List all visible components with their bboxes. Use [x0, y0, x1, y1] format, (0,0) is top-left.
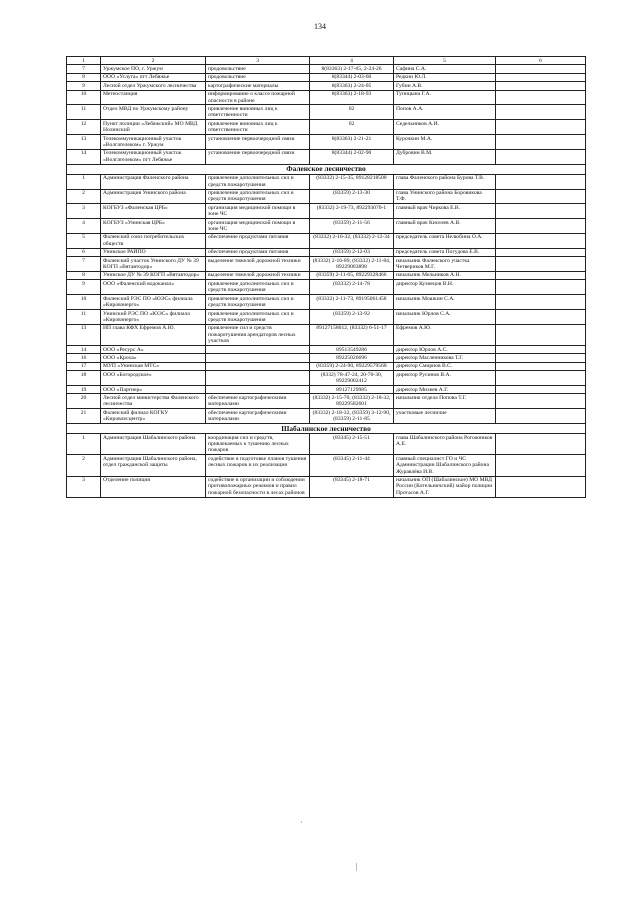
cell-phone: 8(83363) 2-17-65, 2-24-26 — [310, 65, 394, 73]
cell-func: продовольствие — [206, 65, 310, 73]
cell-note — [496, 90, 586, 105]
cell-n: 1 — [67, 434, 101, 455]
cell-note — [496, 257, 586, 272]
table-row — [67, 149, 586, 164]
cell-func: привлечение дополнительных сил и средств пожаротушения — [206, 295, 310, 310]
cell-org: Администрация Шабалинского района — [101, 434, 206, 455]
cell-n: 17 — [67, 362, 101, 370]
cell-n: 3 — [67, 204, 101, 219]
cell-person: начальник ОП (Шабалинское) МО МВД России (Котельничский) майор полиции Протасов А.Г. — [394, 476, 496, 497]
contacts-table — [66, 56, 586, 498]
column-header: 5 — [394, 57, 496, 65]
cell-person: глава Шабалинского района Рогожников А.Е. — [394, 434, 496, 455]
cell-person: Курочкин М.А. — [394, 135, 496, 150]
cell-note — [496, 362, 586, 370]
cell-func: привлечение виновных лиц к ответственности — [206, 105, 310, 120]
cell-func — [206, 362, 310, 370]
cell-org: ООО «Партнер» — [101, 386, 206, 394]
cell-person: главный специалист ГО и ЧС Администрации Шабалинского района Журавлёва И.В. — [394, 455, 496, 476]
table-row — [67, 65, 586, 73]
cell-person: начальник Фаленского участка Четвериков М.Г. — [394, 257, 496, 272]
cell-n: 4 — [67, 219, 101, 234]
cell-org: КОГБУЗ «Унинская ЦРБ» — [101, 219, 206, 234]
cell-func — [206, 354, 310, 362]
cell-note — [496, 455, 586, 476]
cell-func: привлечение дополнительных сил и средств пожаротушения — [206, 280, 310, 295]
cell-n: 14 — [67, 149, 101, 164]
cell-person: начальник Мошкин С.А. — [394, 295, 496, 310]
cell-person: Сафина С.А. — [394, 65, 496, 73]
cell-person: главный врач Чиркова Е.В. — [394, 204, 496, 219]
table-row — [67, 386, 586, 394]
table-row — [67, 271, 586, 279]
table-row — [67, 189, 586, 204]
cell-org: МУП «Унинская МТС» — [101, 362, 206, 370]
cell-note — [496, 105, 586, 120]
cell-org: Отдел МВД по Уржумскому району — [101, 105, 206, 120]
cell-phone: (83345) 2-15-51 — [310, 434, 394, 455]
table-row — [67, 310, 586, 325]
cell-n: 10 — [67, 295, 101, 310]
cell-phone: (83332) 2-15-70, (83332) 2-18-32, 89229582601 — [310, 394, 394, 409]
cell-person: Редкин Ю.Л. — [394, 73, 496, 81]
cell-person: директор Михеев А.Г. — [394, 386, 496, 394]
section-title: Шабалинское лесничество — [67, 424, 586, 434]
table-row — [67, 204, 586, 219]
table-row — [67, 120, 586, 135]
cell-phone: (83359) 2-13-30 — [310, 189, 394, 204]
cell-func: установление первоочередной связи — [206, 135, 310, 150]
cell-phone: (83332) 2-15-35, 89128218508 — [310, 174, 394, 189]
cell-func: обеспечение картографическими материалами — [206, 409, 310, 424]
cell-n: 21 — [67, 409, 101, 424]
cell-note — [496, 65, 586, 73]
cell-phone: (83332) 2-19-73, 892293070-1 — [310, 204, 394, 219]
cell-n: 13 — [67, 135, 101, 150]
cell-org: ООО «Услуга» пгт Лебяжье — [101, 73, 206, 81]
cell-org: КОГБУЗ «Фаленская ЦРБ» — [101, 204, 206, 219]
column-header: 3 — [206, 57, 310, 65]
cell-func: установление первоочередной связи — [206, 149, 310, 164]
cell-n: 11 — [67, 105, 101, 120]
cell-n: 7 — [67, 257, 101, 272]
cell-org: ИП глава КФХ Ефремов А.Ю. — [101, 324, 206, 345]
table-row — [67, 233, 586, 248]
cell-note — [496, 476, 586, 497]
cell-note — [496, 324, 586, 345]
cell-func: обеспечение продуктами питания — [206, 233, 310, 248]
cell-note — [496, 120, 586, 135]
table-row — [67, 476, 586, 497]
cell-person: председатель совета Погудова Е.В. — [394, 248, 496, 256]
cell-phone: 89127129985 — [310, 386, 394, 394]
section-title: Фаленское лесничество — [67, 164, 586, 174]
cell-n: 3 — [67, 476, 101, 497]
cell-func — [206, 386, 310, 394]
cell-org: Фаленский союз потребительских обществ — [101, 233, 206, 248]
cell-phone: 89513549286 — [310, 346, 394, 354]
cell-note — [496, 149, 586, 164]
cell-func: привлечение дополнительных сил и средств пожаротушения — [206, 310, 310, 325]
cell-phone: (83359) 2-13-92 — [310, 310, 394, 325]
cell-person: председатель совета Нелюбина О.А. — [394, 233, 496, 248]
cell-n: 19 — [67, 386, 101, 394]
table-row — [67, 257, 586, 272]
cell-phone: (83332) 2-14-78 — [310, 280, 394, 295]
cell-org: Лесной отдел Уржумского лесничества — [101, 82, 206, 90]
cell-n: 11 — [67, 310, 101, 325]
cell-note — [496, 219, 586, 234]
cell-person: начальник Юрлов С.А. — [394, 310, 496, 325]
cell-n: 20 — [67, 394, 101, 409]
cell-note — [496, 271, 586, 279]
cell-note — [496, 174, 586, 189]
cell-n: 2 — [67, 455, 101, 476]
cell-note — [496, 409, 586, 424]
cell-person: начальник Мельников А.Н. — [394, 271, 496, 279]
cell-org: Унинское ДУ № 39 КОГП «Вятавтодор» — [101, 271, 206, 279]
cell-org: Администрация Фаленского района — [101, 174, 206, 189]
cell-n: 12 — [67, 120, 101, 135]
cell-person: Дубровин В.М. — [394, 149, 496, 164]
cell-phone: (83359) 2-12-03 — [310, 248, 394, 256]
cell-phone: 89225026696 — [310, 354, 394, 362]
column-number-row — [67, 57, 586, 65]
cell-note — [496, 371, 586, 386]
cell-phone: (83332) 2-18-32, (83359) 3-12-90, (83359) 2-11-85 — [310, 409, 394, 424]
table-row — [67, 324, 586, 345]
cell-func: информирование о классе пожарной опасности в районе — [206, 90, 310, 105]
cell-func — [206, 371, 310, 386]
cell-org: Уржумское ПО, г. Уржум — [101, 65, 206, 73]
cell-person: директор Юрлов А.С. — [394, 346, 496, 354]
cell-n: 16 — [67, 354, 101, 362]
cell-org: ООО «Фаленский водоканал» — [101, 280, 206, 295]
cell-person: директор Смирнов В.С. — [394, 362, 496, 370]
cell-phone: 8(83344) 2-02-90 — [310, 149, 394, 164]
cell-func: обеспечение продуктами питания — [206, 248, 310, 256]
cell-person: Губин А.В. — [394, 82, 496, 90]
cell-phone: (83359) 2-11-56 — [310, 219, 394, 234]
cell-org: Пункт полиции «Лебяжский» МО МВД Нолинский — [101, 120, 206, 135]
cell-func: обеспечение картографическими материалами — [206, 394, 310, 409]
table-row — [67, 295, 586, 310]
cell-person: директор Русинов В.А. — [394, 371, 496, 386]
cell-n: 9 — [67, 280, 101, 295]
cell-n: 6 — [67, 248, 101, 256]
cell-person: Тупицына Г.А. — [394, 90, 496, 105]
scan-mark: · — [300, 818, 303, 827]
cell-note — [496, 280, 586, 295]
column-header: 6 — [496, 57, 586, 65]
cell-org: Фаленский участок Унинского ДУ № 39 КОГП «Вятавтодор» — [101, 257, 206, 272]
cell-func: выделение тяжелой дорожной техники — [206, 271, 310, 279]
cell-org: Телекоммуникационный участок «Волгателеком» г. Уржум — [101, 135, 206, 150]
cell-func: привлечение дополнительных сил и средств пожаротушения — [206, 174, 310, 189]
cell-phone: 8(83363) 2-18-93 — [310, 90, 394, 105]
table-row — [67, 434, 586, 455]
cell-phone: 02 — [310, 105, 394, 120]
table-row — [67, 174, 586, 189]
cell-n: 18 — [67, 371, 101, 386]
table-row — [67, 455, 586, 476]
cell-org: Администрация Унинского района — [101, 189, 206, 204]
cell-n: 8 — [67, 73, 101, 81]
cell-note — [496, 434, 586, 455]
cell-n: 8 — [67, 271, 101, 279]
cell-phone: (83345) 2-18-71 — [310, 476, 394, 497]
cell-person: Седельников А.И. — [394, 120, 496, 135]
scan-mark: | — [356, 862, 358, 871]
cell-phone: (83359) 2-24-90, 89229579568 — [310, 362, 394, 370]
section-header-row — [67, 164, 586, 174]
cell-org: Отделение полиции — [101, 476, 206, 497]
table-row — [67, 280, 586, 295]
cell-n: 5 — [67, 233, 101, 248]
table-row — [67, 73, 586, 81]
cell-org: ООО «Ресурс А» — [101, 346, 206, 354]
cell-note — [496, 204, 586, 219]
cell-n: 10 — [67, 90, 101, 105]
cell-person: Попов А.А. — [394, 105, 496, 120]
table-row — [67, 135, 586, 150]
cell-org: ООО «Кроха» — [101, 354, 206, 362]
column-header: 4 — [310, 57, 394, 65]
cell-n: 1 — [67, 174, 101, 189]
cell-func: организация медицинской помощи в зоне ЧС — [206, 219, 310, 234]
cell-func: содействие в подготовке планов тушения лесных пожаров и их реализация — [206, 455, 310, 476]
cell-n: 13 — [67, 324, 101, 345]
cell-org: Фаленский РЭС ПО «ЮЭС» филиала «Кировэнерго» — [101, 295, 206, 310]
cell-person: участковые лесничие — [394, 409, 496, 424]
cell-org: Лесной отдел министерства Фаленского лесничества — [101, 394, 206, 409]
cell-phone: (83332) 2-11-73, 89195061458 — [310, 295, 394, 310]
cell-person: глава Унинского района Боровикова Т.Ф. — [394, 189, 496, 204]
cell-func: выделение тяжелой дорожной техники — [206, 257, 310, 272]
cell-note — [496, 386, 586, 394]
cell-person: глава Фаленского района Бурова Т.В. — [394, 174, 496, 189]
table-row — [67, 82, 586, 90]
cell-note — [496, 73, 586, 81]
cell-n: 7 — [67, 65, 101, 73]
cell-phone: 8(83363) 2-21-21 — [310, 135, 394, 150]
cell-phone: (83332) 2-16-32, (83332) 2-12-34 — [310, 233, 394, 248]
cell-person: директор Кузнецов В.Н. — [394, 280, 496, 295]
cell-func: содействие в организации и соблюдении противопожарных режимов и правил пожарной безопасности в лесах районов — [206, 476, 310, 497]
cell-note — [496, 135, 586, 150]
cell-phone: 89127158012, (83332) 6-51-17 — [310, 324, 394, 345]
table-row — [67, 346, 586, 354]
section-header-row — [67, 424, 586, 434]
cell-func: организация медицинской помощи в зоне ЧС — [206, 204, 310, 219]
contacts-table-body — [67, 57, 586, 498]
cell-n: 14 — [67, 346, 101, 354]
cell-func — [206, 346, 310, 354]
cell-org: Администрация Шабалинского района, отдел гражданской защиты — [101, 455, 206, 476]
cell-phone: 8(83344) 2-03-60 — [310, 73, 394, 81]
cell-org: Унинский РЭС ПО «ЮЭС» филиала «Кировэнерго» — [101, 310, 206, 325]
cell-person: директор Масленникова Т.Г. — [394, 354, 496, 362]
cell-phone: (8332) 78-47-24, 20-70-30, 89229002412 — [310, 371, 394, 386]
table-row — [67, 354, 586, 362]
cell-org: Фаленский филиал КОГКУ «Кировлесцентр» — [101, 409, 206, 424]
cell-phone: 02 — [310, 120, 394, 135]
cell-func: картографические материалы — [206, 82, 310, 90]
cell-person: начальник отдела Попова Т.Г. — [394, 394, 496, 409]
cell-n: 9 — [67, 82, 101, 90]
cell-phone: 8(83363) 2-24-05 — [310, 82, 394, 90]
cell-note — [496, 310, 586, 325]
column-header: 1 — [67, 57, 101, 65]
cell-person: главный врач Киселев А.В. — [394, 219, 496, 234]
cell-note — [496, 295, 586, 310]
cell-org: ООО «Богородское» — [101, 371, 206, 386]
table-row — [67, 90, 586, 105]
table-row — [67, 371, 586, 386]
table-row — [67, 362, 586, 370]
table-row — [67, 219, 586, 234]
cell-note — [496, 82, 586, 90]
cell-org: Унинское РАЙПО — [101, 248, 206, 256]
cell-note — [496, 346, 586, 354]
table-row — [67, 409, 586, 424]
cell-note — [496, 248, 586, 256]
cell-note — [496, 233, 586, 248]
column-header: 2 — [101, 57, 206, 65]
cell-func: координация сил и средств, привлекаемых к тушению лесных пожаров — [206, 434, 310, 455]
cell-phone: (83332) 2-16-89, (83332) 2-11-84, 89229003898 — [310, 257, 394, 272]
cell-person: Ефремов А.Ю. — [394, 324, 496, 345]
table-row — [67, 105, 586, 120]
cell-note — [496, 354, 586, 362]
table-row — [67, 394, 586, 409]
cell-note — [496, 189, 586, 204]
cell-org: Телекоммуникационный участок «Волгателеком» пгт Лебяжье — [101, 149, 206, 164]
cell-phone: (83345) 2-11-44 — [310, 455, 394, 476]
table-row — [67, 248, 586, 256]
cell-func: продовольствие — [206, 73, 310, 81]
cell-func: привлечение виновных лиц к ответственности — [206, 120, 310, 135]
cell-func: привлечение сил и средств пожаротушения арендаторов лесных участков — [206, 324, 310, 345]
page-number: 134 — [314, 22, 326, 31]
cell-phone: (83359) 2-11-65, 89229328466 — [310, 271, 394, 279]
cell-func: привлечение дополнительных сил и средств пожаротушения — [206, 189, 310, 204]
cell-note — [496, 394, 586, 409]
cell-org: Метеостанция — [101, 90, 206, 105]
cell-n: 2 — [67, 189, 101, 204]
